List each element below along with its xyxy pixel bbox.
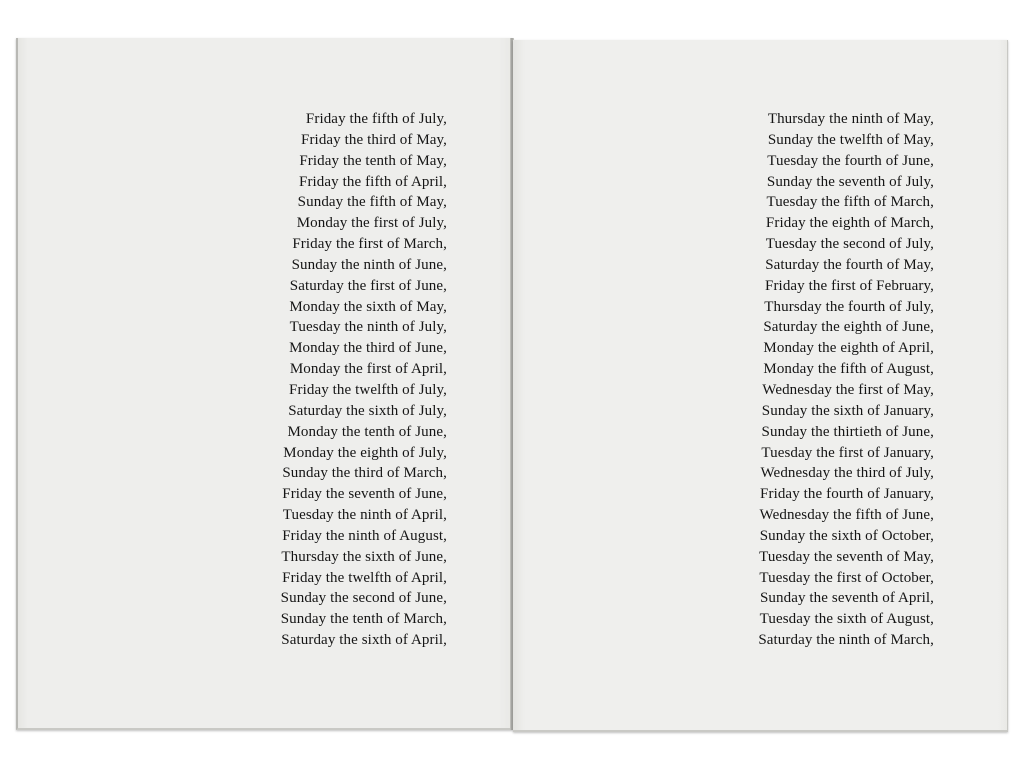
- text-line: Tuesday the seventh of May,: [759, 548, 934, 565]
- text-line: Monday the fifth of August,: [763, 361, 934, 378]
- text-line: Wednesday the first of May,: [762, 381, 934, 398]
- text-line: Friday the tenth of May,: [299, 152, 447, 169]
- text-line: Sunday the seventh of July,: [766, 173, 934, 190]
- text-line: Thursday the sixth of June,: [281, 548, 447, 565]
- text-line: Sunday the sixth of January,: [761, 402, 934, 419]
- text-line: Sunday the ninth of June,: [291, 256, 447, 273]
- text-line: Sunday the third of March,: [282, 465, 447, 482]
- text-line: Sunday the thirtieth of June,: [761, 423, 934, 440]
- left-page-text: [281, 109, 447, 651]
- text-line: Friday the first of February,: [765, 277, 934, 294]
- text-line: Tuesday the second of July,: [765, 236, 934, 253]
- text-line: Monday the tenth of June,: [287, 423, 447, 440]
- text-line: Friday the twelfth of July,: [289, 381, 447, 398]
- text-line: Wednesday the fifth of June,: [759, 507, 934, 524]
- text-line: Friday the first of March,: [292, 236, 447, 253]
- text-line: Monday the first of July,: [296, 215, 447, 232]
- text-line: Monday the third of June,: [289, 340, 447, 357]
- text-line: Monday the eighth of April,: [763, 340, 934, 357]
- text-line: Tuesday the sixth of August,: [759, 611, 934, 628]
- text-line: Tuesday the fifth of March,: [766, 194, 934, 211]
- text-line: Saturday the sixth of April,: [281, 632, 447, 649]
- right-page: [513, 40, 1008, 732]
- text-line: Sunday the fifth of May,: [297, 194, 447, 211]
- text-line: Friday the fifth of July,: [305, 111, 447, 127]
- text-line: Saturday the fourth of May,: [765, 256, 934, 273]
- text-line: Friday the seventh of June,: [282, 486, 447, 503]
- text-line: Monday the first of April,: [289, 361, 447, 378]
- text-line: Friday the eighth of March,: [765, 215, 934, 232]
- text-line: Sunday the tenth of March,: [280, 611, 447, 628]
- text-line: Saturday the eighth of June,: [763, 319, 934, 336]
- open-book-spread: [16, 38, 1010, 732]
- left-page: [16, 38, 513, 730]
- text-line: Thursday the ninth of May,: [767, 111, 934, 127]
- text-line: Friday the fifth of April,: [299, 173, 447, 190]
- text-line: Friday the twelfth of April,: [282, 569, 447, 586]
- text-line: Sunday the second of June,: [280, 590, 447, 607]
- text-line: Sunday the seventh of April,: [759, 590, 934, 607]
- text-line: Friday the ninth of August,: [282, 527, 447, 544]
- right-page-text: [758, 109, 934, 651]
- text-line: Tuesday the first of October,: [759, 569, 934, 586]
- text-line: Monday the eighth of July,: [283, 444, 447, 461]
- text-line: Saturday the ninth of March,: [758, 632, 934, 649]
- text-line: Friday the third of May,: [301, 131, 447, 148]
- text-line: Monday the sixth of May,: [289, 298, 447, 315]
- text-line: Sunday the twelfth of May,: [767, 131, 934, 148]
- text-line: Tuesday the fourth of June,: [767, 152, 934, 169]
- text-line: Sunday the sixth of October,: [759, 527, 934, 544]
- text-line: Tuesday the ninth of July,: [289, 319, 447, 336]
- text-line: Saturday the sixth of July,: [288, 402, 447, 419]
- text-line: Thursday the fourth of July,: [764, 298, 934, 315]
- text-line: Friday the fourth of January,: [760, 486, 934, 503]
- text-line: Wednesday the third of July,: [760, 465, 934, 482]
- text-line: Saturday the first of June,: [289, 277, 447, 294]
- text-line: Tuesday the first of January,: [761, 444, 934, 461]
- text-line: Tuesday the ninth of April,: [282, 507, 447, 524]
